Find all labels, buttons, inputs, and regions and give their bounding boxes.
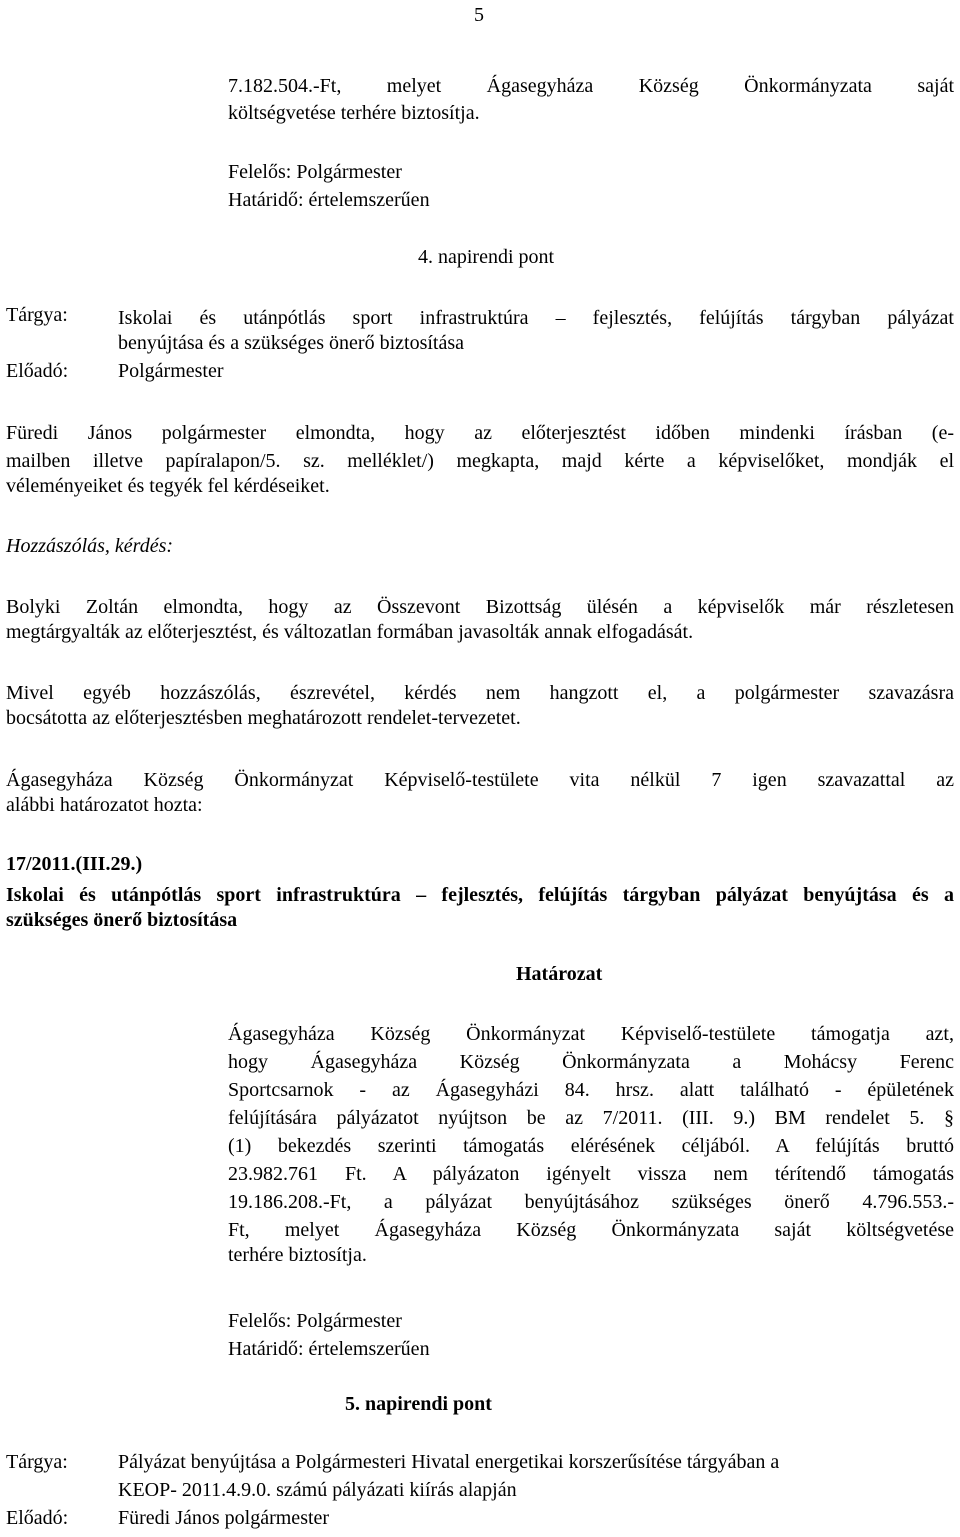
intro-hatarido: Határidő: értelemszerűen — [228, 189, 430, 211]
item5-targya-label: Tárgya: — [6, 1451, 68, 1473]
resolution-body-line-6: 23.982.761 Ft. A pályázaton igényelt vissza nem térítendő támogatás — [228, 1163, 954, 1185]
item4-paragraph-3-line-1: Mivel egyéb hozzászólás, észrevétel, kérdés nem hangzott el, a polgármester szavazásra — [6, 682, 954, 704]
resolution-body-line-9: terhére biztosítja. — [228, 1244, 367, 1266]
agenda-item-5-heading: 5. napirendi pont — [345, 1393, 492, 1415]
resolution-number: 17/2011.(III.29.) — [6, 853, 143, 875]
item4-felelos: Felelős: Polgármester — [228, 1310, 402, 1332]
item4-paragraph-2-line-2: megtárgyalták az előterjesztést, és változatlan formában javasolták annak elfogadását. — [6, 621, 694, 643]
item4-paragraph-1-line-1: Füredi János polgármester elmondta, hogy az előterjesztést időben mindenki írásban (e- — [6, 422, 954, 444]
agenda-item-4-heading: 4. napirendi pont — [418, 246, 555, 268]
page-number: 5 — [474, 4, 484, 26]
item4-hatarido: Határidő: értelemszerűen — [228, 1338, 430, 1360]
item4-paragraph-1-line-2: mailben illetve papíralapon/5. sz. melléklet/) megkapta, majd kérte a képviselőket, mondják el — [6, 450, 954, 472]
resolution-body-line-8: Ft, melyet Ágasegyháza Község Önkormányzata saját költségvetése — [228, 1219, 954, 1241]
intro-line-2: költségvetése terhére biztosítja. — [228, 102, 480, 124]
resolution-title-line-2: szükséges önerő biztosítása — [6, 909, 238, 931]
resolution-body-line-3: Sportcsarnok - az Ágasegyházi 84. hrsz. alatt található - épületének — [228, 1079, 954, 1101]
resolution-body-line-7: 19.186.208.-Ft, a pályázat benyújtásához szükséges önerő 4.796.553.- — [228, 1191, 954, 1213]
item4-targya-label: Tárgya: — [6, 304, 68, 326]
intro-line-1: 7.182.504.-Ft, melyet Ágasegyháza Község Önkormányzata saját — [228, 75, 954, 97]
discussion-heading: Hozzászólás, kérdés: — [6, 535, 174, 557]
item5-eloado-value: Füredi János polgármester — [118, 1507, 330, 1529]
resolution-body-line-4: felújítására pályázatot nyújtson be az 7/2011. (III. 9.) BM rendelet 5. § — [228, 1107, 954, 1129]
item4-eloado-label: Előadó: — [6, 360, 69, 382]
item5-eloado-label: Előadó: — [6, 1507, 69, 1529]
resolution-body-line-2: hogy Ágasegyháza Község Önkormányzata a Mohácsy Ferenc — [228, 1051, 954, 1073]
item4-targya-line-2: benyújtása és a szükséges önerő biztosítása — [118, 332, 465, 354]
item4-paragraph-4-line-2: alábbi határozatot hozta: — [6, 794, 203, 816]
resolution-body-line-5: (1) bekezdés szerinti támogatás elérésének céljából. A felújítás bruttó — [228, 1135, 954, 1157]
resolution-body-line-1: Ágasegyháza Község Önkormányzat Képviselő-testülete támogatja azt, — [228, 1023, 954, 1045]
item4-eloado-value: Polgármester — [118, 360, 224, 382]
intro-felelos: Felelős: Polgármester — [228, 161, 402, 183]
item4-targya-line-1: Iskolai és utánpótlás sport infrastruktúra – fejlesztés, felújítás tárgyban pályázat — [118, 307, 954, 329]
resolution-title-line-1: Iskolai és utánpótlás sport infrastruktúra – fejlesztés, felújítás tárgyban pályázat benyújtása és a — [6, 884, 954, 906]
item4-paragraph-2-line-1: Bolyki Zoltán elmondta, hogy az Összevont Bizottság ülésén a képviselők már részletesen — [6, 596, 954, 618]
resolution-heading: Határozat — [516, 963, 603, 985]
item5-targya-line-1: Pályázat benyújtása a Polgármesteri Hivatal energetikai korszerűsítése tárgyában a — [118, 1451, 780, 1473]
item4-paragraph-1-line-3: véleményeiket és tegyék fel kérdéseiket. — [6, 475, 330, 497]
item4-paragraph-4-line-1: Ágasegyháza Község Önkormányzat Képviselő-testülete vita nélkül 7 igen szavazattal az — [6, 769, 954, 791]
item4-paragraph-3-line-2: bocsátotta az előterjesztésben meghatározott rendelet-tervezetet. — [6, 707, 521, 729]
item5-targya-line-2: KEOP- 2011.4.9.0. számú pályázati kiírás alapján — [118, 1479, 517, 1501]
